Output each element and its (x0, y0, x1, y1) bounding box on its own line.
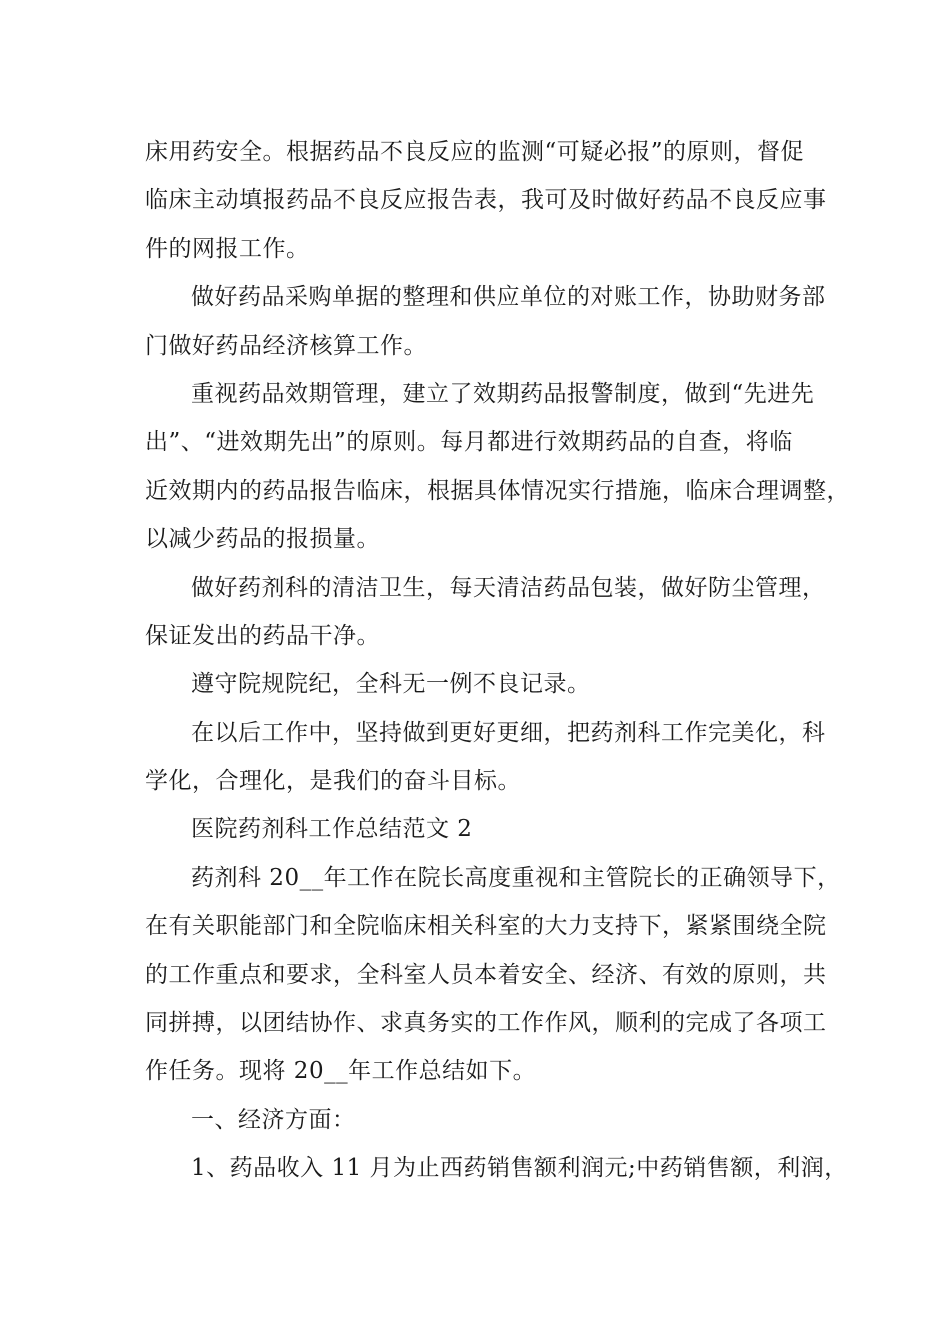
text-line: 以减少药品的报损量。 (145, 526, 380, 553)
text-line: 药剂科 20__年工作在院长高度重视和主管院长的正确领导下， (191, 864, 841, 891)
text-line: 门做好药品经济核算工作。 (145, 332, 427, 359)
text-line: 在有关职能部门和全院临床相关科室的大力支持下，紧紧围绕全院 (145, 913, 827, 940)
document-body (145, 128, 850, 1193)
text-line: 在以后工作中，坚持做到更好更细，把药剂科工作完美化，科 (191, 719, 826, 746)
text-line: 遵守院规院纪，全科无一例不良记录。 (191, 671, 591, 698)
subsection-heading: 一、经济方面： (191, 1106, 356, 1133)
text-line: 重视药品效期管理，建立了效期药品报警制度，做到“先进先 (191, 380, 815, 407)
text-line: 同拼搏，以团结协作、求真务实的工作作风，顺利的完成了各项工 (145, 1010, 827, 1037)
text-line: 保证发出的药品干净。 (145, 622, 380, 649)
text-line: 临床主动填报药品不良反应报告表，我可及时做好药品不良反应事 (145, 187, 827, 214)
text-line: 作任务。现将 20__年工作总结如下。 (145, 1058, 537, 1085)
text-line: 件的网报工作。 (145, 235, 310, 262)
section-heading: 医院药剂科工作总结范文 2 (191, 816, 473, 843)
text-line: 床用药安全。根据药品不良反应的监测“可疑必报”的原则，督促 (145, 139, 805, 165)
text-line: 做好药剂科的清洁卫生，每天清洁药品包装，做好防尘管理， (191, 574, 826, 601)
text-line: 出”、“进效期先出”的原则。每月都进行效期药品的自查，将临 (145, 429, 793, 456)
text-line: 1、药品收入 11 月为止西药销售额利润元;中药销售额，利润， (191, 1155, 848, 1182)
text-line: 近效期内的药品报告临床，根据具体情况实行措施，临床合理调整， (145, 477, 850, 504)
text-line: 学化，合理化，是我们的奋斗目标。 (145, 768, 521, 795)
text-line: 的工作重点和要求，全科室人员本着安全、经济、有效的原则，共 (145, 961, 827, 988)
text-line: 做好药品采购单据的整理和供应单位的对账工作，协助财务部 (191, 284, 826, 311)
